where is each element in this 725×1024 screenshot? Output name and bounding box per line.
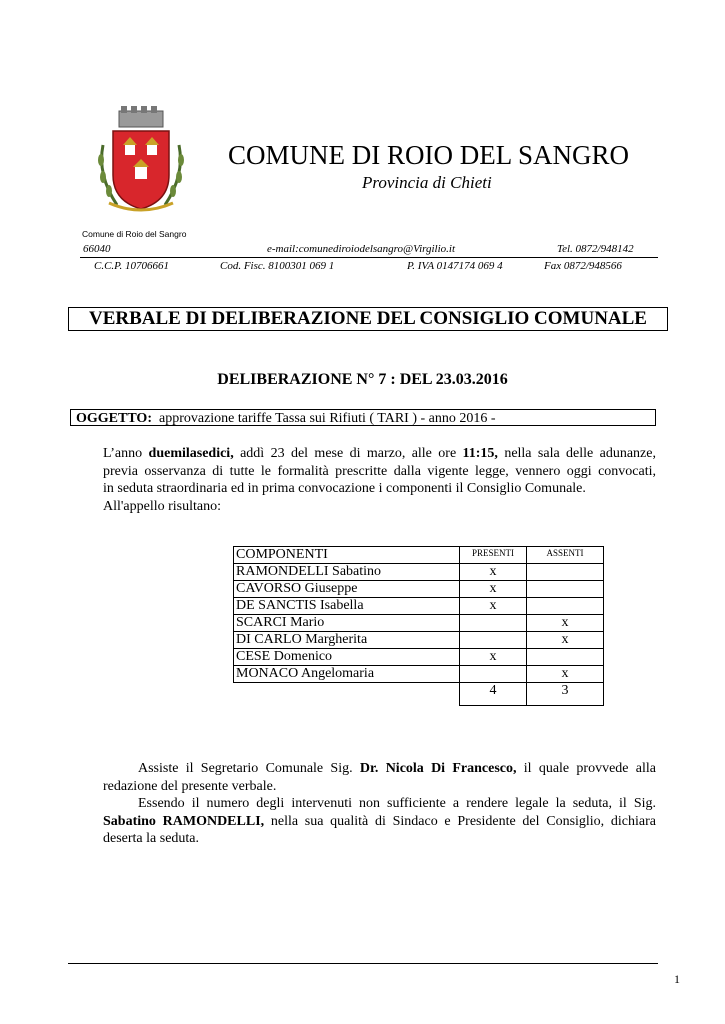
header-rule (80, 257, 658, 258)
subject-box (70, 409, 656, 426)
member-name: SCARCI Mario (234, 615, 460, 632)
total-absent: 3 (527, 683, 604, 706)
absent-mark (527, 598, 604, 615)
present-mark (460, 615, 527, 632)
municipality-title: COMUNE DI ROIO DEL SANGRO (228, 140, 629, 170)
present-mark (460, 666, 527, 683)
time-text: 11:15, (462, 446, 498, 461)
absent-mark (527, 564, 604, 581)
closing-line-1 (103, 760, 656, 778)
absent-mark (527, 581, 604, 598)
province-subtitle: Provincia di Chieti (362, 173, 492, 192)
logo-caption: Comune di Roio del Sangro (82, 229, 187, 239)
table-row (234, 632, 604, 649)
absent-mark: x (527, 615, 604, 632)
member-name: DI CARLO Margherita (234, 632, 460, 649)
member-name: CAVORSO Giuseppe (234, 581, 460, 598)
present-mark: x (460, 564, 527, 581)
subject-text: approvazione tariffe Tassa sui Rifiuti ( TARI ) - anno 2016 - (158, 411, 496, 426)
absent-mark (527, 649, 604, 666)
fax-number: Fax 0872/948566 (544, 260, 622, 272)
table-row (234, 649, 604, 666)
intro-text: nella sala delle adunanze, (497, 446, 656, 461)
email-address: e-mail:comunediroiodelsangro@Virgilio.it (267, 243, 456, 255)
header-componenti: COMPONENTI (234, 547, 460, 564)
closing-text: il quale provvede alla (516, 761, 656, 776)
telephone: Tel. 0872/948142 (557, 243, 634, 255)
deliberation-number: DELIBERAZIONE N° 7 : DEL 23.03.2016 (217, 371, 508, 388)
intro-text: L’anno (103, 446, 149, 461)
member-name: RAMONDELLI Sabatino (234, 564, 460, 581)
closing-line-5: deserta la seduta. (103, 831, 200, 846)
ccp-number: C.C.P. 10706661 (94, 260, 169, 272)
totals-spacer (234, 683, 460, 706)
header-presenti: PRESENTI (460, 547, 527, 564)
table-row (234, 581, 604, 598)
present-mark (460, 632, 527, 649)
closing-paragraph (103, 760, 656, 848)
intro-line-2: previa osservanza di tutte le formalità prescritte dalla vigente legge, vennero oggi convocati, (103, 463, 656, 479)
intro-line-4: All'appello risultano: (103, 498, 222, 514)
absent-mark: x (527, 666, 604, 683)
closing-text: nella sua qualità di Sindaco e Presidente del Consiglio, dichiara (264, 813, 656, 829)
table-row (234, 615, 604, 632)
footer-rule (68, 963, 658, 964)
mayor-name: Sabatino RAMONDELLI, (103, 813, 265, 829)
attendance-table (233, 546, 604, 706)
present-mark: x (460, 598, 527, 615)
table-row (234, 598, 604, 615)
closing-line-4 (103, 813, 656, 831)
closing-text: Assiste il Segretario Comunale Sig. (138, 761, 360, 776)
subject-label: OGGETTO: (76, 411, 152, 426)
table-row (234, 564, 604, 581)
vat-number: P. IVA 0147174 069 4 (407, 260, 503, 272)
absent-mark: x (527, 632, 604, 649)
intro-paragraph (103, 445, 656, 515)
table-header-row (234, 547, 604, 564)
closing-line-2: redazione del presente verbale. (103, 778, 277, 794)
intro-line-3: in seduta straordinaria ed in prima convocazione i componenti il Consiglio Comunale. (103, 481, 586, 496)
closing-line-3: Essendo il numero degli intervenuti non sufficiente a rendere legale la seduta, il Sig. (138, 796, 656, 811)
postal-code: 66040 (83, 243, 111, 255)
intro-line-1 (103, 445, 656, 463)
document-title: VERBALE DI DELIBERAZIONE DEL CONSIGLIO COMUNALE (68, 307, 668, 331)
year-text: duemilasedici, (148, 446, 234, 461)
totals-row (234, 683, 604, 706)
member-name: MONACO Angelomaria (234, 666, 460, 683)
present-mark: x (460, 581, 527, 598)
total-present: 4 (460, 683, 527, 706)
present-mark: x (460, 649, 527, 666)
table-row (234, 666, 604, 683)
municipal-crest (95, 105, 187, 215)
page-number: 1 (674, 972, 680, 986)
fiscal-code: Cod. Fisc. 8100301 069 1 (220, 260, 335, 272)
member-name: DE SANCTIS Isabella (234, 598, 460, 615)
intro-text: addì 23 del mese di marzo, alle ore (233, 446, 463, 461)
secretary-name: Dr. Nicola Di Francesco, (359, 761, 517, 776)
header-assenti: ASSENTI (527, 547, 604, 564)
member-name: CESE Domenico (234, 649, 460, 666)
